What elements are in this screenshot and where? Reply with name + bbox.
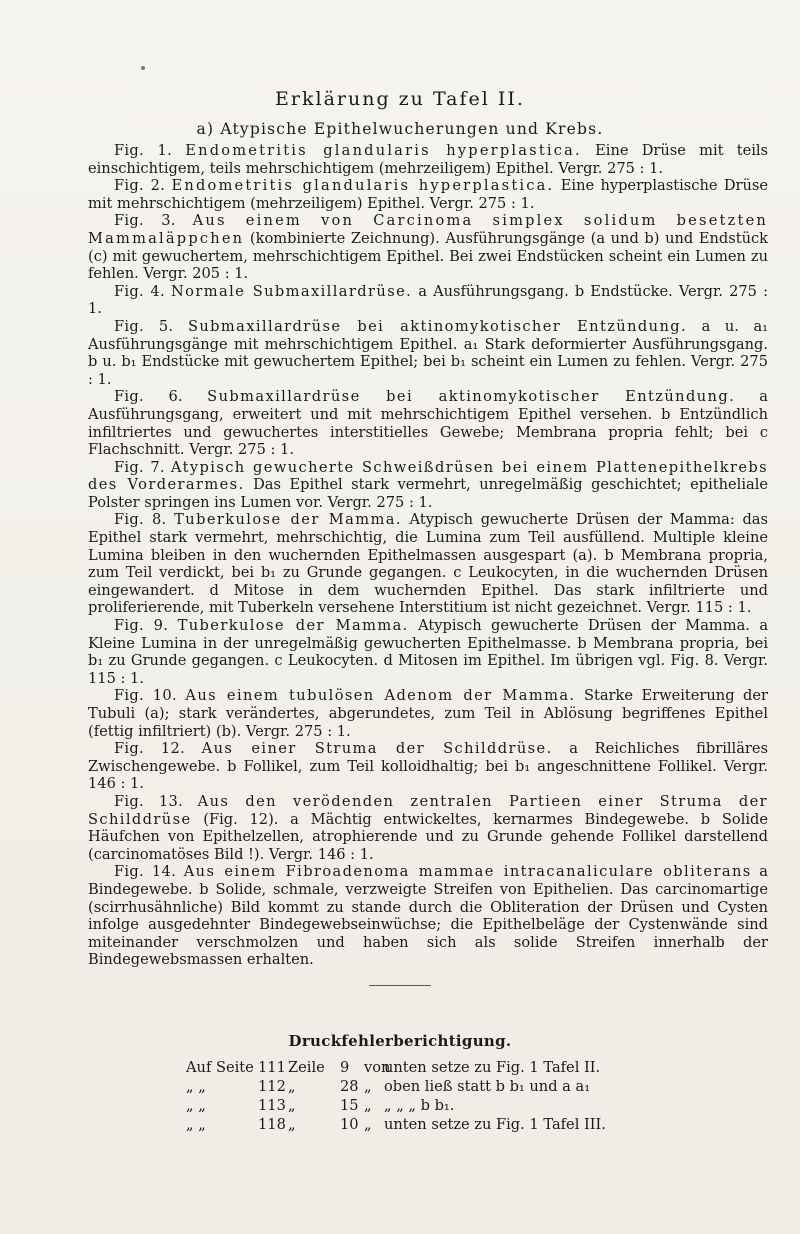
figure-text: Starke Erweiterung der Tubuli (a); stark verändertes, abgerundetes, zum Teil in Ablösung begriffenes Epithel (fettig infiltriert) (b). Vergr. 275 : 1. xyxy=(88,687,769,740)
errata-page-label: Auf Seite xyxy=(186,1059,254,1076)
errata-page: 112 xyxy=(258,1078,286,1095)
figure-label: Fig. 4. xyxy=(114,282,165,300)
figure-heading: Submaxillardrüse bei aktinomykotischer Entzündung. xyxy=(187,317,688,335)
figure-label: Fig. 1. xyxy=(114,142,173,159)
divider xyxy=(369,985,431,986)
figure-entry xyxy=(88,863,768,969)
errata-page: 118 xyxy=(258,1116,286,1133)
figure-heading: Aus einem von Carcinoma simplex solidum besetzten Mammaläppchen xyxy=(88,212,769,247)
figure-entry xyxy=(88,388,768,458)
errata-line-label: „ xyxy=(288,1097,296,1114)
figure-text: Atypisch gewucherte Drüsen der Mamma. a Kleine Lumina in der unregelmäßig gewucherten Epithelmasse. b Membrana propria, bei b₁ zu Grunde gegangen. c Leukocyten. d Mitosen im Epithel. Im übrigen vgl. Fig. 8. Vergr. 115 : 1. xyxy=(88,617,769,687)
figure-label: Fig. 13. xyxy=(114,792,184,810)
figure-entry xyxy=(88,177,768,212)
figure-heading: Atypisch gewucherte Schweißdrüsen bei einem Plattenepithelkrebs des Vorderarmes. xyxy=(88,458,769,494)
figure-text: Das Epithel stark vermehrt, unregelmäßig geschichtet; epitheliale Polster springen ins Lumen vor. Vergr. 275 : 1. xyxy=(88,476,769,511)
errata-title: Druckfehlerberichtigung. xyxy=(288,1032,512,1050)
errata-row xyxy=(186,1077,686,1096)
figure-entry xyxy=(88,617,768,687)
figure-text: a Ausführungsgang. b Endstücke. Vergr. 275 : 1. xyxy=(88,282,768,318)
figure-heading: Aus den verödenden zentralen Partieen einer Struma der Schilddrüse xyxy=(88,792,768,828)
figure-entry xyxy=(88,142,768,177)
figure-label: Fig. 10. xyxy=(114,687,177,705)
figure-label: Fig. 5. xyxy=(114,317,174,335)
figure-text: a u. a₁ Ausführungsgänge mit mehrschichtigem Epithel. a₁ Stark deformierter Ausführungsgang. b u. b₁ Endstücke mit gewuchertem Epithel; bei b₁ scheint ein Lumen zu fehlen. Vergr. 275 : 1. xyxy=(88,317,769,388)
figure-heading: Normale Submaxillardrüse. xyxy=(171,282,413,300)
figure-entry xyxy=(88,459,768,512)
errata-correction: unten setze zu Fig. 1 Tafel III. xyxy=(384,1116,606,1133)
figure-heading: Aus einer Struma der Schilddrüse. xyxy=(201,740,553,758)
errata-line-label: „ xyxy=(288,1078,296,1095)
figure-entry xyxy=(88,212,768,282)
figure-heading: Aus einem Fibroadenoma mammae intracanaliculare obliterans xyxy=(183,863,752,881)
figure-heading: Tuberkulose der Mamma. xyxy=(174,511,402,529)
errata-page: 111 xyxy=(258,1059,286,1076)
errata-line: 15 xyxy=(340,1097,359,1114)
figure-heading: Submaxillardrüse bei aktinomykotischer Entzündung. xyxy=(207,388,736,406)
figure-label: Fig. 7. xyxy=(114,458,165,476)
errata-page-label: „ „ xyxy=(186,1097,206,1114)
errata-row xyxy=(186,1115,686,1134)
figure-text: a Bindegewebe. b Solide, schmale, verzweigte Streifen von Epithelien. Das carcinomartige (scirrhusähnliche) Bild kommt zu stande durch die Obliteration der Drüsen und Cysten infolge ausgedehnter Bindegewebseinwüchse; die Epithelbeläge der Cystenwände sind miteinander verschmolzen und haben sich als solide Streifen innerhalb der Bindegewebsmassen erhalten. xyxy=(88,863,768,969)
errata-page-label: „ „ xyxy=(186,1116,206,1133)
figure-entry xyxy=(88,793,768,863)
errata-line: 28 xyxy=(340,1078,359,1095)
figure-heading: Aus einem tubulösen Adenom der Mamma. xyxy=(185,687,576,705)
errata-from: „ xyxy=(364,1116,372,1133)
figure-legends xyxy=(88,142,768,969)
errata-row xyxy=(186,1058,686,1077)
errata-row xyxy=(186,1096,686,1115)
errata-line: 10 xyxy=(340,1116,359,1133)
figure-text: Atypisch gewucherte Drüsen der Mamma: das Epithel stark vermehrt, mehrschichtig, die Lumina zum Teil ausfüllend. Multiple kleine Lumina bleiben in den wuchernden Epithelmassen ausgespart (a). b Membrana propria, zum Teil verdickt, bei b₁ zu Grunde gegangen. c Leukocyten, in die wuchernden Drüsen eingewandert. d Mitose in dem wuchernden Epithel. Das stark infiltrierte und proliferierende, mit Tuberkeln versehene Interstitium ist nicht gezeichnet. Vergr. 115 : 1. xyxy=(88,511,768,617)
errata-correction: oben ließ statt b b₁ und a a₁ xyxy=(384,1078,591,1095)
errata-line-label: „ xyxy=(288,1116,296,1133)
errata-page: 113 xyxy=(258,1097,286,1114)
figure-label: Fig. 3. xyxy=(114,212,176,230)
figure-label: Fig. 2. xyxy=(114,177,166,195)
errata-line: 9 xyxy=(340,1059,350,1076)
errata-line-label: Zeile xyxy=(288,1059,325,1076)
figure-text: Eine hyperplastische Drüse mit mehrschichtigem (mehrzeiligem) Epithel. Vergr. 275 : 1. xyxy=(88,177,769,212)
speck xyxy=(141,66,145,70)
errata-correction: unten setze zu Fig. 1 Tafel II. xyxy=(384,1059,601,1076)
figure-entry xyxy=(88,740,768,793)
section-subtitle: a) Atypische Epithelwucherungen und Krebs. xyxy=(196,120,604,138)
figure-text: Eine Drüse mit teils einschichtigem, teils mehrschichtigem (mehrzeiligem) Epithel. Vergr. 275 : 1. xyxy=(88,142,769,177)
figure-entry xyxy=(88,511,768,617)
figure-text: (Fig. 12). a Mächtig entwickeltes, kernarmes Bindegewebe. b Solide Häufchen von Epithelzellen, atrophierende und zu Grunde gehende Follikel darstellend (carcinomatöses Bild !). Vergr. 146 : 1. xyxy=(88,810,769,863)
figure-label: Fig. 8. xyxy=(114,511,167,529)
figure-label: Fig. 14. xyxy=(114,863,177,881)
figure-entry xyxy=(88,687,768,740)
figure-text: a Ausführungsgang, erweitert und mit mehrschichtigem Epithel versehen. b Entzündlich infiltriertes und gewuchertes interstitielles Gewebe; Membrana propria fehlt; bei c Flachschnitt. Vergr. 275 : 1. xyxy=(88,388,768,459)
figure-heading: Endometritis glandularis hyperplastica. xyxy=(171,177,555,195)
figure-entry xyxy=(88,283,768,318)
errata-from: „ xyxy=(364,1097,372,1114)
figure-label: Fig. 12. xyxy=(114,740,186,758)
figure-heading: Endometritis glandularis hyperplastica. xyxy=(185,142,582,159)
errata-table xyxy=(186,1058,686,1134)
figure-label: Fig. 6. xyxy=(114,388,183,406)
figure-heading: Tuberkulose der Mamma. xyxy=(177,617,409,635)
figure-label: Fig. 9. xyxy=(114,617,169,635)
errata-from: „ xyxy=(364,1078,372,1095)
errata-correction: „ „ „ b b₁. xyxy=(384,1097,455,1114)
figure-text: a Reichliches fibrilläres Zwischengewebe. b Follikel, zum Teil kolloidhaltig; bei b₁ angeschnittene Follikel. Vergr. 146 : 1. xyxy=(88,740,768,793)
page-title: Erklärung zu Tafel II. xyxy=(275,88,525,110)
errata-page-label: „ „ xyxy=(186,1078,206,1095)
figure-text: (kombinierte Zeichnung). Ausführungsgänge (a und b) und Endstück (c) mit gewuchertem, mehrschichtigem Epithel. Bei zwei Endstücken scheint ein Lumen zu fehlen. Vergr. 205 : 1. xyxy=(88,229,768,283)
figure-entry xyxy=(88,318,768,388)
errata-from: von xyxy=(364,1059,391,1076)
